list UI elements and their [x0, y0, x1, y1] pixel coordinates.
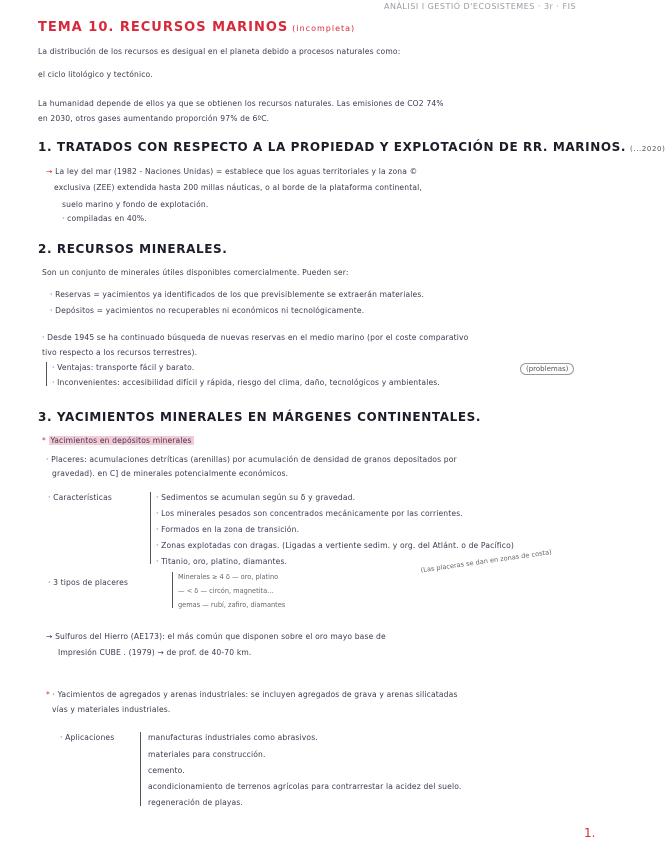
s3-app-2: materiales para construcción.	[148, 750, 266, 759]
page-header: ANÀLISI I GESTIÓ D'ECOSISTEMES · 3r · FIS	[384, 2, 577, 11]
s3-placer-1: · Placeres: acumulaciones detríticas (arenillas) por acumulación de densidad de granos depositados por	[46, 455, 457, 464]
s3-apps-brace	[140, 732, 141, 806]
section-2-title: 2. RECURSOS MINERALES.	[38, 242, 228, 256]
s3-feature-4: · Zonas explotadas con dragas. (Ligadas a vertiente sedim. y org. del Atlánt. o de Pacífico)	[156, 541, 515, 550]
intro-line-1: La distribución de los recursos es desigual en el planeta debido a procesos naturales como:	[38, 47, 401, 56]
page-number: 1.	[584, 826, 596, 840]
s3-type-3: gemas — rubí, zafiro, diamantes	[178, 601, 286, 609]
s3-app-5: regeneración de playas.	[148, 798, 243, 807]
s3-sulfides-2: Impresión CUBE . (1979) → de prof. de 40-70 km.	[58, 648, 252, 657]
s3-apps-label: · Aplicaciones	[60, 733, 115, 742]
s2-line-4: · Desde 1945 se ha continuado búsqueda de nuevas reservas en el medio marino (por el coste comparativo	[42, 333, 469, 342]
s3-features-label: · Características	[48, 493, 112, 502]
s2-line-6: · Ventajas: transporte fácil y barato.	[52, 363, 195, 372]
s3-types-brace	[172, 572, 173, 608]
s3-features-note: (Las placeras se dan en zonas de costa)	[420, 548, 553, 575]
s3-feature-2: · Los minerales pesados son concentrados mecánicamente por las corrientes.	[156, 509, 463, 518]
s3-type-1: Minerales ≥ 4 δ — oro, platino	[178, 573, 279, 581]
s2-line-7: · Inconvenientes: accesibilidad difícil y rápida, riesgo del clima, daño, tecnológicos y ambientales.	[52, 378, 440, 387]
intro-line-3: La humanidad depende de ellos ya que se obtienen los recursos naturales. Las emisiones de CO2 74%	[38, 99, 444, 108]
s3-aggregates-2: vías y materiales industriales.	[52, 705, 171, 714]
s3-placer-2: gravedad). en C] de minerales potencialmente económicos.	[52, 469, 289, 478]
s2-brace	[46, 362, 47, 386]
section-1-title: 1. TRATADOS CON RESPECTO A LA PROPIEDAD Y EXPLOTACIÓN DE RR. MARINOS. (...2020)	[38, 140, 665, 154]
s2-line-5: tivo respecto a los recursos terrestres).	[42, 348, 198, 357]
page-title	[38, 20, 355, 35]
s3-app-3: cemento.	[148, 766, 185, 775]
s2-note-bubble: (problemas)	[520, 363, 574, 375]
s3-feature-3: · Formados en la zona de transición.	[156, 525, 300, 534]
s3-feature-1: · Sedimentos se acumulan según su δ y gravedad.	[156, 493, 356, 502]
s3-subhead: * Yacimientos en depósitos minerales	[42, 436, 192, 445]
s2-line-2: · Reservas = yacimientos ya identificados de los que previsiblemente se extraerán materiales.	[50, 290, 425, 299]
s1-line-1: → La ley del mar (1982 - Naciones Unidas) = establece que los aguas territoriales y la zona ©	[46, 167, 418, 176]
title-main: TEMA 10. RECURSOS MARINOS	[38, 20, 289, 35]
s2-line-1: Son un conjunto de minerales útiles disponibles comercialmente. Pueden ser:	[42, 268, 349, 277]
s3-app-4: acondicionamiento de terrenos agrícolas para contrarrestar la acidez del suelo.	[148, 782, 462, 791]
s3-feature-5: · Titanio, oro, platino, diamantes.	[156, 557, 288, 566]
intro-line-2: el ciclo litológico y tectónico.	[38, 70, 153, 79]
s1-line-4: · compiladas en 40%.	[62, 214, 147, 223]
s1-line-2: exclusiva (ZEE) extendida hasta 200 millas náuticas, o al borde de la plataforma continental,	[54, 183, 422, 192]
s3-app-1: manufacturas industriales como abrasivos.	[148, 733, 318, 742]
s3-sulfides-1: → Sulfuros del Hierro (AE173): el más común que disponen sobre el oro mayo base de	[46, 632, 386, 641]
s3-type-2: — < δ — circón, magnetita...	[178, 587, 274, 595]
section-1-aside: (...2020)	[630, 145, 665, 153]
s3-aggregates-1: * · Yacimientos de agregados y arenas industriales: se incluyen agregados de grava y arenas silicatadas	[46, 690, 458, 699]
intro-line-4: en 2030, otros gases aumentando proporción 97% de 6ºC.	[38, 114, 270, 123]
s2-line-3: · Depósitos = yacimientos no recuperables ni económicos ni tecnológicamente.	[50, 306, 365, 315]
s3-features-brace	[150, 492, 151, 564]
s3-types-label: · 3 tipos de placeres	[48, 578, 129, 587]
title-note: (incompleta)	[292, 24, 356, 33]
s1-line-3: suelo marino y fondo de explotación.	[62, 200, 209, 209]
section-3-title: 3. YACIMIENTOS MINERALES EN MÁRGENES CONTINENTALES.	[38, 410, 482, 424]
